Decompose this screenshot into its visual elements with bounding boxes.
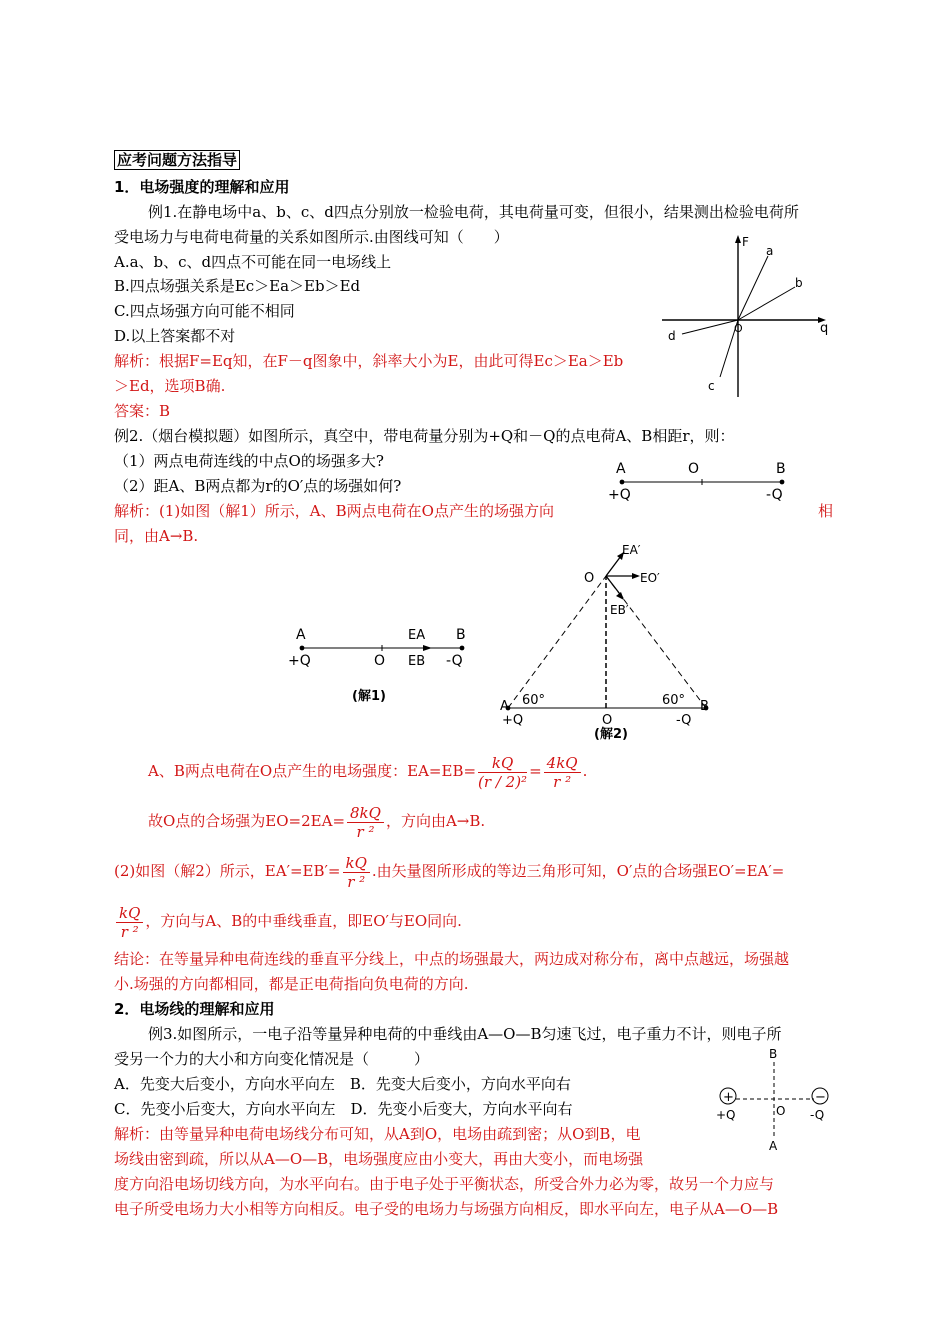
line-d <box>682 320 738 334</box>
ex3-analysis-2: 场线由密到疏，所以从A—O—B，电场强度应由小变大，再由大变小，而电场强 <box>114 1150 644 1168</box>
plus-sign: + <box>723 1090 734 1105</box>
top-O: O <box>688 461 700 477</box>
ex3-options-cd: C．先变小后变大，方向水平向左 D．先变小后变大，方向水平向右 <box>114 1100 573 1118</box>
top-plusQ: +Q <box>608 487 631 503</box>
label-q: q <box>820 321 829 336</box>
fig3-O: O <box>776 1104 786 1118</box>
label-F: F <box>742 235 749 249</box>
ex3-line1: 例3.如图所示，一电子沿等量异种电荷的中垂线由A—O—B匀速飞过，电子重力不计，则电子所 <box>148 1025 782 1043</box>
formula-line-4: $\frac{kQ}{\text{r ²}}$ ，方向与A、B的中垂线垂直，即EO′与EO同向. <box>114 898 462 944</box>
sol1-minusQ: -Q <box>446 653 463 669</box>
sol1-A: A <box>296 627 306 643</box>
fig3-minusQ: -Q <box>810 1108 825 1122</box>
sol2-EB: EB′ <box>610 603 629 617</box>
ex1-option-c: C.四点场强方向可能不相同 <box>114 302 295 320</box>
conclusion-2: 小.场强的方向都相同，都是正电荷指向负电荷的方向. <box>114 975 469 993</box>
sol2-caption: (解2) <box>594 727 628 742</box>
sol2-minusQ: -Q <box>676 713 692 728</box>
sol1-plusQ: +Q <box>288 653 311 669</box>
top-minusQ: -Q <box>766 487 783 503</box>
ex1-line1: 例1.在静电场中a、b、c、d四点分别放一检验电荷，其电荷量可变，但很小，结果测出检验电荷所 <box>148 203 799 221</box>
formula-line-1: A、B两点电荷在O点产生的电场强度：EA=EB= $\frac{kQ}{\text{(r / 2)²}}$ = $\frac{4kQ}{\text{r ²}}$ . <box>148 753 588 791</box>
label-d: d <box>668 329 676 343</box>
sol1-EB: EB <box>408 654 426 669</box>
label-c: c <box>708 379 715 393</box>
ex3-analysis-3: 度方向沿电场切线方向，为水平向右。由于电子处于平衡状态，所受合外力必为零，故另一个力应与 <box>114 1175 775 1193</box>
sol2-B: B <box>700 699 709 714</box>
solution-1-figure <box>280 618 480 708</box>
ex1-analysis-1: 解析：根据F=Eq知，在F－q图象中，斜率大小为E，由此可得Ec＞Ea＞Eb <box>114 352 624 370</box>
fq-graph <box>660 232 835 402</box>
ex2-line1: 例2.（烟台模拟题）如图所示，真空中，带电荷量分别为+Q和－Q的点电荷A、B相距r，则： <box>114 427 735 445</box>
minus-sign: − <box>815 1090 826 1105</box>
ex1-option-a: A.a、b、c、d四点不可能在同一电场线上 <box>114 253 392 271</box>
top-A: A <box>616 461 626 477</box>
label-a: a <box>766 244 774 258</box>
sol1-EA: EA <box>408 628 426 643</box>
formula-line-3: (2)如图（解2）所示，EA′=EB′= $\frac{kQ}{\text{r ²}}$ .由矢量图所形成的等边三角形可知，O′点的合场强EO′=EA′= <box>114 853 785 891</box>
top-B: B <box>776 461 786 477</box>
sol2-O: O <box>602 713 613 728</box>
label-b: b <box>795 276 803 290</box>
ex1-analysis-2: ＞Ed，选项B确. <box>114 377 226 395</box>
ex1-line2: 受电场力与电荷电荷量的关系如图所示.由图线可知（ ） <box>114 228 509 246</box>
ex2-solution-1c: 同，由A→B. <box>114 527 199 545</box>
ex2-solution-1b: 相 <box>818 502 834 520</box>
perpendicular-bisector-figure <box>712 1044 837 1154</box>
heading-1: 1．电场强度的理解和应用 <box>114 178 290 196</box>
sol1-B: B <box>456 627 466 643</box>
sol2-angle-right: 60° <box>662 693 686 708</box>
sol2-EO: EO′ <box>640 571 660 585</box>
heading-2: 2．电场线的理解和应用 <box>114 1000 275 1018</box>
ex3-analysis-4: 电子所受电场力大小相等方向相反。电子受的电场力与场强方向相反，即水平向左，电子从A—O—B <box>114 1200 779 1218</box>
ex1-option-d: D.以上答案都不对 <box>114 327 236 345</box>
ex2-solution-1a: 解析：(1)如图（解1）所示，A、B两点电荷在O点产生的场强方向 <box>114 502 554 520</box>
ex2-q1: （1）两点电荷连线的中点O的场强多大? <box>114 452 384 470</box>
sol1-O: O <box>374 653 386 669</box>
ex1-option-b: B.四点场强关系是Ec＞Ea＞Eb＞Ed <box>114 277 361 295</box>
fig3-plusQ: +Q <box>716 1108 736 1122</box>
sol1-caption: (解1) <box>352 689 386 704</box>
ab-charges-figure <box>600 458 800 503</box>
line-a <box>738 256 768 320</box>
fig3-B: B <box>769 1047 778 1061</box>
section-title: 应考问题方法指导 <box>114 150 240 170</box>
sol2-Oprime: O <box>584 571 595 586</box>
ex2-q2: （2）距A、B两点都为r的O′点的场强如何? <box>114 477 402 495</box>
ex1-answer: 答案：B <box>114 402 171 420</box>
ex3-line2: 受另一个力的大小和方向变化情况是（ ） <box>114 1050 430 1068</box>
line-b <box>738 287 795 320</box>
sol2-plusQ: +Q <box>502 713 524 728</box>
fig3-A: A <box>769 1139 778 1153</box>
label-origin: O <box>734 322 743 335</box>
solution-2-figure <box>498 538 728 743</box>
ex3-options-ab: A．先变大后变小，方向水平向左 B．先变大后变小，方向水平向右 <box>114 1075 571 1093</box>
sol2-A: A <box>500 699 509 714</box>
sol2-EA: EA′ <box>622 543 641 557</box>
ex3-analysis-1: 解析：由等量异种电荷电场线分布可知，从A到O，电场由疏到密；从O到B，电 <box>114 1125 641 1143</box>
conclusion-1: 结论：在等量异种电荷连线的垂直平分线上，中点的场强最大，两边成对称分布，离中点越远，场强越 <box>114 950 790 968</box>
sol2-angle-left: 60° <box>522 693 546 708</box>
formula-line-2: 故O点的合场强为EO=2EA= $\frac{8kQ}{\text{r ²}}$ ，方向由A→B. <box>148 803 486 841</box>
